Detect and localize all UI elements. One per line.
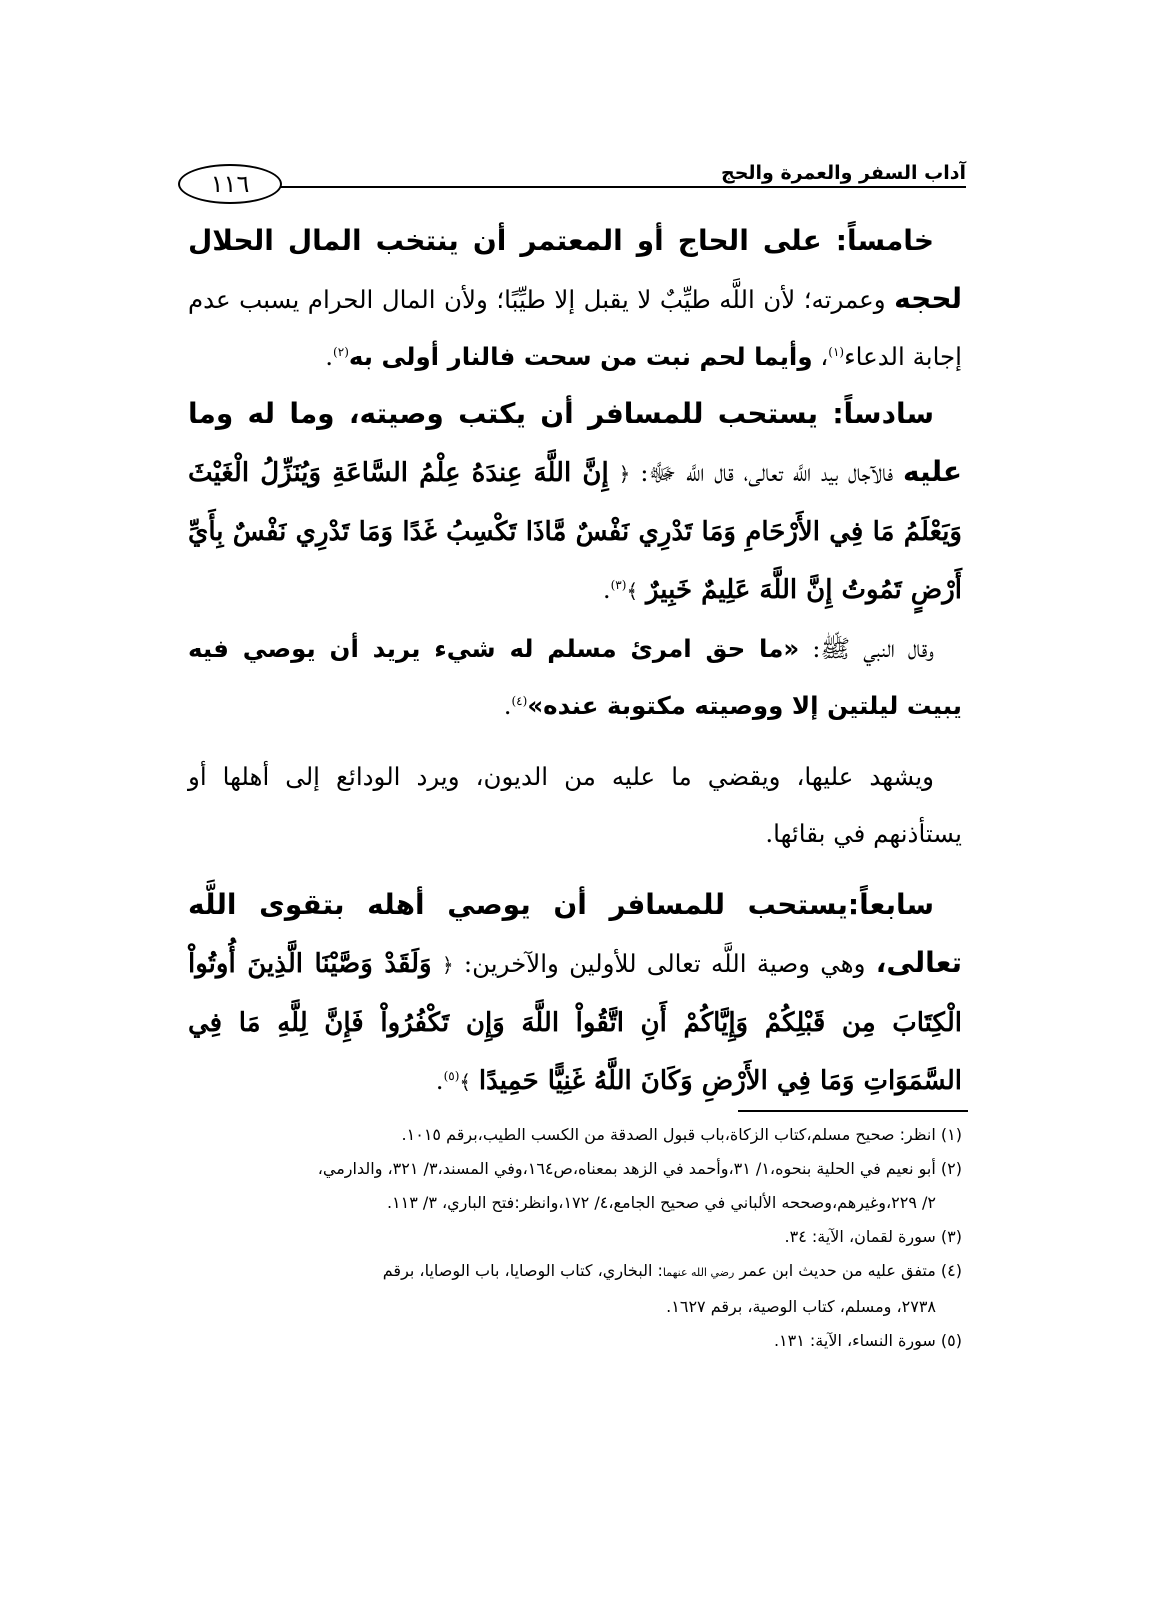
body-text: فالآجال بيد اللَّه تعالى، قال اللَّه ﷻ:: [630, 458, 894, 487]
punctuation: .: [602, 575, 611, 604]
footnotes: [188, 1118, 962, 1358]
footnote-ref: (١): [828, 344, 845, 359]
punctuation: .: [325, 342, 334, 371]
section-heading: سادساً: يستحب للمسافر أن يكتب وصيته، وما له وما عليه: [188, 397, 962, 488]
running-title: آداب السفر والعمرة والحج: [721, 162, 966, 184]
footnote-3: (٣) سورة لقمان، الآية: ٣٤.: [784, 1227, 962, 1246]
footnote-4-text: (٤) متفق عليه من حديث ابن عمر: [734, 1261, 962, 1280]
bequest-paragraph: ويشهد عليها، ويقضي ما عليه من الديون، ويرد الودائع إلى أهلها أو يستأذنهم في بقائها.: [188, 762, 962, 848]
footnote-ref: (٣): [610, 577, 627, 592]
footnote-2: (٢) أبو نعيم في الحلية بنحوه،١/ ٣١،وأحمد في الزهد بمعناه،ص١٦٤،وفي المسند،٣/ ٣٢١، والدارمي،: [317, 1159, 962, 1178]
quran-verse: إِنَّ اللَّهَ عِندَهُ عِلْمُ السَّاعَةِ وَيُنَزِّلُ الْغَيْثَ وَيَعْلَمُ مَا فِي الأَرْحَامِ وَمَا تَدْرِي نَفْسٌ مَّاذَا تَكْسِبُ غَدًا وَمَا تَدْرِي نَفْسٌ بِأَيِّ أَرْضٍ تَمُوتُ إِنَّ اللَّهَ عَلِيمٌ خَبِيرٌ: [188, 458, 962, 605]
quran-verse: وَلَقَدْ وَصَّيْنَا الَّذِينَ أُوتُواْ الْكِتَابَ مِن قَبْلِكُمْ وَإِيَّاكُمْ أَنِ اتَّقُواْ اللَّهَ وَإِن تَكْفُرُواْ فَإِنَّ لِلَّهِ مَا فِي السَّمَوَاتِ وَمَا فِي الأَرْضِ وَكَانَ اللَّهُ غَنِيًّا حَمِيدًا: [188, 949, 962, 1096]
prophet-hadith: [188, 620, 962, 734]
footnote-4-continued: ٢٧٣٨، ومسلم، كتاب الوصية، برقم ١٦٢٧.: [666, 1297, 936, 1316]
footnote-5: (٥) سورة النساء، الآية: ١٣١.: [773, 1331, 962, 1350]
spacer: [188, 734, 962, 748]
body-text: وعمرته؛ لأن اللَّه طيِّبٌ لا يقبل إلا طيِّبًا؛ ولأن المال الحرام يسبب عدم إجابة الدعاء: [188, 285, 962, 371]
main-text: [188, 212, 962, 1111]
footnote-4: [188, 1254, 962, 1290]
footnote-ref: (٥): [443, 1068, 460, 1083]
page-number: ١١٦: [178, 164, 282, 204]
punctuation: .: [503, 691, 512, 720]
punctuation: .: [435, 1066, 444, 1095]
spacer: [188, 862, 962, 876]
body-text: وقال النبي ﷺ:: [799, 634, 935, 663]
footnote-rule: [738, 1110, 968, 1112]
honorific: رضي الله عنهما: [662, 1266, 735, 1279]
footnote-1: (١) انظر: صحيح مسلم،كتاب الزكاة،باب قبول الصدقة من الكسب الطيب،برقم ١٠١٥.: [401, 1125, 962, 1144]
section-heading: خامساً: على الحاج أو المعتمر أن ينتخب المال الحلال لحجه: [188, 224, 963, 315]
hadith-text: وأيما لحم نبت من سحت فالنار أولى به: [348, 342, 813, 371]
hadith-text: «ما حق امرئ مسلم له شيء يريد أن يوصي فيه يبيت ليلتين إلا ووصيته مكتوبة عنده»: [188, 634, 962, 720]
section-seventh: [188, 876, 962, 1111]
footnote-ref: (٢): [333, 344, 349, 359]
quran-open-bracket: ﴿: [618, 462, 631, 486]
body-text: وهي وصية اللَّه تعالى للأولين والآخرين:: [453, 949, 876, 978]
footnote-ref: (٤): [511, 693, 528, 708]
header-rule: [280, 186, 966, 188]
footnote-4-source: : البخاري، كتاب الوصايا، باب الوصايا، برقم: [382, 1261, 663, 1280]
quran-close-bracket: ﴾: [626, 579, 639, 603]
section-sixth: [188, 385, 962, 620]
section-fifth: [188, 212, 962, 385]
quran-close-bracket: ﴾: [459, 1070, 472, 1094]
section-heading: سابعاً:يستحب للمسافر أن يوصي أهله بتقوى اللَّه تعالى،: [188, 888, 963, 979]
running-header: [178, 158, 966, 208]
footnote-2-continued: ٢/ ٢٢٩،وغيرهم،وصححه الألباني في صحيح الجامع،٤/ ١٧٢،وانظر:فتح الباري، ٣/ ١١٣.: [386, 1193, 936, 1212]
separator: ،: [812, 342, 829, 371]
quran-open-bracket: ﴿: [441, 953, 454, 977]
